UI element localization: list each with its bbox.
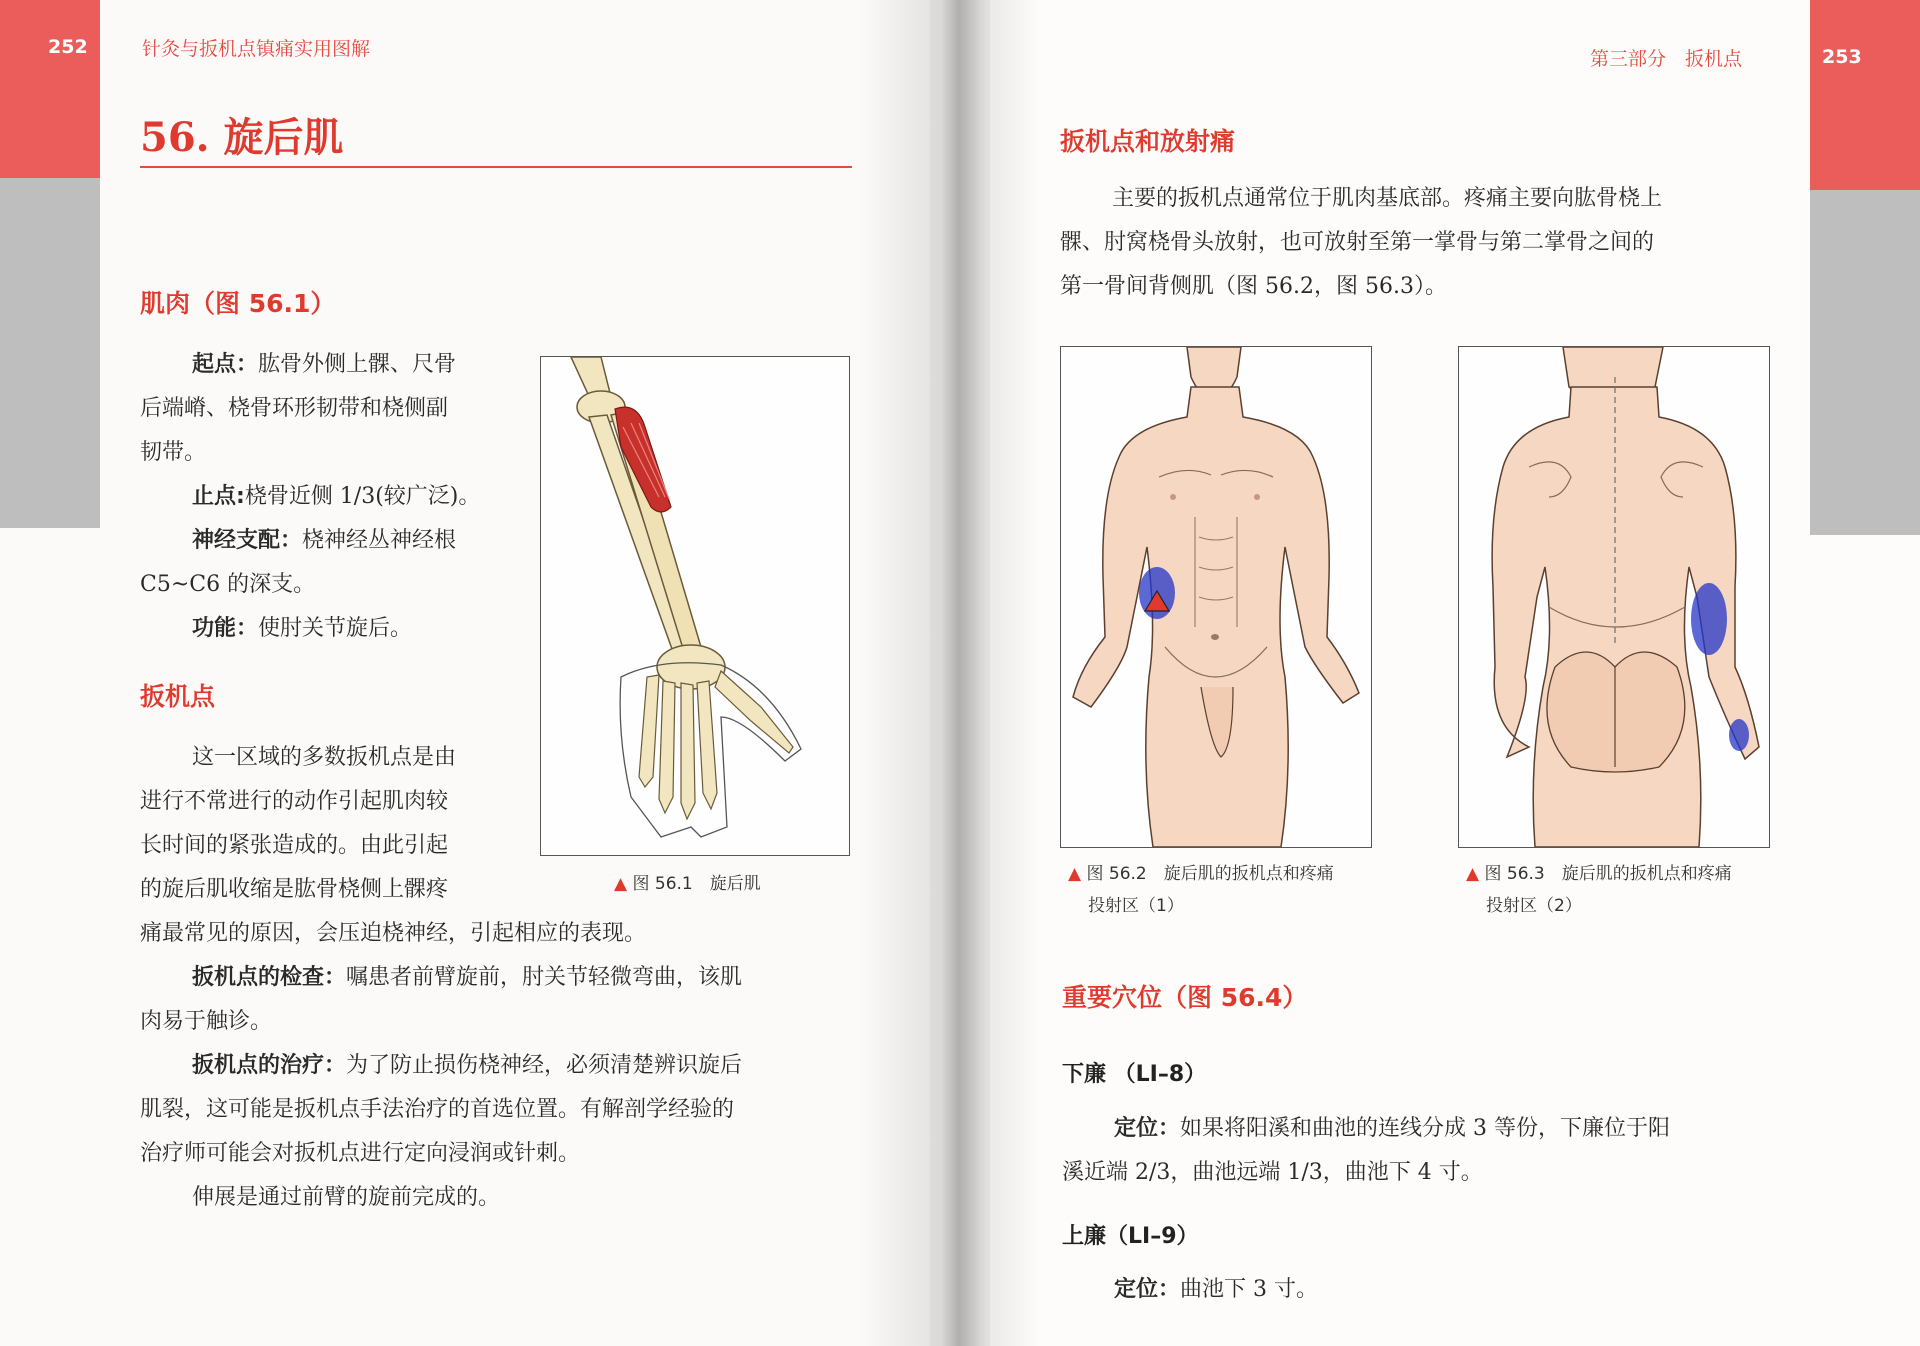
point-2-location xyxy=(1062,1268,1782,1312)
function-text: 使肘关节旋后。 xyxy=(258,616,413,641)
nerve-text-2: C5~C6 的深支。 xyxy=(140,572,316,597)
origin-text-2: 后端嵴、桡骨环形韧带和桡侧副 xyxy=(140,396,449,421)
section-heading-muscle: 肌肉（图 56.1） xyxy=(140,289,336,318)
pain-paragraph xyxy=(1060,177,1780,309)
front-body-illustration xyxy=(1061,347,1371,847)
exam-text-1: 嘱患者前臂旋前，肘关节轻微弯曲，该肌 xyxy=(346,965,743,990)
pain-line-1: 主要的扳机点通常位于肌肉基底部。疼痛主要向肱骨桡上 xyxy=(1112,186,1663,211)
figure-56-2-caption xyxy=(1068,858,1388,922)
section-heading-trigger: 扳机点 xyxy=(140,682,216,711)
caption-triangle-icon: ▲ xyxy=(1466,864,1485,884)
trigger-line-2: 进行不常进行的动作引起肌肉较 xyxy=(140,789,449,814)
origin-label: 起点： xyxy=(192,352,259,377)
insertion-label: 止点: xyxy=(192,484,245,509)
point-2-text: 曲池下 3 寸。 xyxy=(1180,1277,1318,1302)
origin-paragraph xyxy=(140,343,510,651)
pain-zone-hand xyxy=(1729,719,1749,751)
left-page xyxy=(0,0,930,1346)
treat-label: 扳机点的治疗： xyxy=(192,1053,347,1078)
trigger-line-1: 这一区域的多数扳机点是由 xyxy=(192,745,457,770)
trigger-line-4: 的旋后肌收缩是肱骨桡侧上髁疼 xyxy=(140,877,449,902)
page-tab-gray xyxy=(0,178,100,528)
figure-56-1 xyxy=(540,356,850,856)
figure-56-2-caption-line-2: 投射区（1） xyxy=(1088,896,1184,916)
running-head: 针灸与扳机点镇痛实用图解 xyxy=(142,38,371,60)
chapter-title: 56. 旋后肌 xyxy=(140,114,344,161)
caption-triangle-icon: ▲ xyxy=(614,874,633,894)
figure-56-1-caption xyxy=(614,868,761,900)
nerve-text-1: 桡神经丛神经根 xyxy=(302,528,457,553)
back-body-illustration xyxy=(1459,347,1769,847)
point-2-label: 定位： xyxy=(1114,1277,1181,1302)
section-heading-pain: 扳机点和放射痛 xyxy=(1060,127,1236,156)
exam-label: 扳机点的检查： xyxy=(192,965,347,990)
forearm-bones-illustration xyxy=(541,357,849,855)
page-tab-gray xyxy=(1810,190,1920,535)
page-tab-red xyxy=(1810,0,1920,190)
origin-text-3: 韧带。 xyxy=(140,440,207,465)
treat-text-3: 治疗师可能会对扳机点进行定向浸润或针刺。 xyxy=(140,1141,581,1166)
function-label: 功能： xyxy=(192,616,259,641)
stretch-text: 伸展是通过前臂的旋前完成的。 xyxy=(192,1185,501,1210)
section-heading-points: 重要穴位（图 56.4） xyxy=(1062,983,1308,1012)
book-gutter-shadow xyxy=(860,0,1040,1346)
treat-text-2: 肌裂，这可能是扳机点手法治疗的首选位置。有解剖学经验的 xyxy=(140,1097,735,1122)
pain-line-2: 髁、肘窝桡骨头放射，也可放射至第一掌骨与第二掌骨之间的 xyxy=(1060,230,1655,255)
point-1-label: 定位： xyxy=(1114,1116,1181,1141)
pain-line-3: 第一骨间背侧肌（图 56.2，图 56.3）。 xyxy=(1060,274,1447,299)
point-1-name: 下廉 （LI–8） xyxy=(1062,1062,1207,1087)
figure-56-2 xyxy=(1060,346,1372,848)
nerve-label: 神经支配： xyxy=(192,528,303,553)
figure-56-2-caption-line-1: 图 56.2 旋后肌的扳机点和疼痛 xyxy=(1086,864,1334,884)
figure-56-3-caption xyxy=(1466,858,1786,922)
figure-56-3-caption-line-1: 图 56.3 旋后肌的扳机点和疼痛 xyxy=(1484,864,1732,884)
exam-text-2: 肉易于触诊。 xyxy=(140,1009,273,1034)
point-1-text-1: 如果将阳溪和曲池的连线分成 3 等份，下廉位于阳 xyxy=(1180,1116,1671,1141)
page-tab-red xyxy=(0,0,100,178)
title-rule xyxy=(140,166,852,168)
running-head: 第三部分 扳机点 xyxy=(1590,48,1743,70)
origin-text-1: 肱骨外侧上髁、尺骨 xyxy=(258,352,457,377)
point-1-text-2: 溪近端 2/3，曲池远端 1/3，曲池下 4 寸。 xyxy=(1062,1160,1483,1185)
right-page xyxy=(990,0,1920,1346)
figure-56-1-caption-text: 图 56.1 旋后肌 xyxy=(632,874,761,894)
pain-zone-elbow-back xyxy=(1691,583,1727,655)
page-number: 253 xyxy=(1822,46,1862,68)
trigger-line-5: 痛最常见的原因，会压迫桡神经，引起相应的表现。 xyxy=(140,921,647,946)
figure-56-3-caption-line-2: 投射区（2） xyxy=(1486,896,1582,916)
insertion-text: 桡骨近侧 1/3(较广泛)。 xyxy=(244,484,481,509)
treat-text-1: 为了防止损伤桡神经，必须清楚辨识旋后 xyxy=(346,1053,743,1078)
figure-56-3 xyxy=(1458,346,1770,848)
page-number: 252 xyxy=(48,36,88,58)
caption-triangle-icon: ▲ xyxy=(1068,864,1087,884)
trigger-line-3: 长时间的紧张造成的。由此引起 xyxy=(140,833,449,858)
point-1-location xyxy=(1062,1107,1782,1195)
point-2-name: 上廉（LI–9） xyxy=(1062,1224,1199,1249)
